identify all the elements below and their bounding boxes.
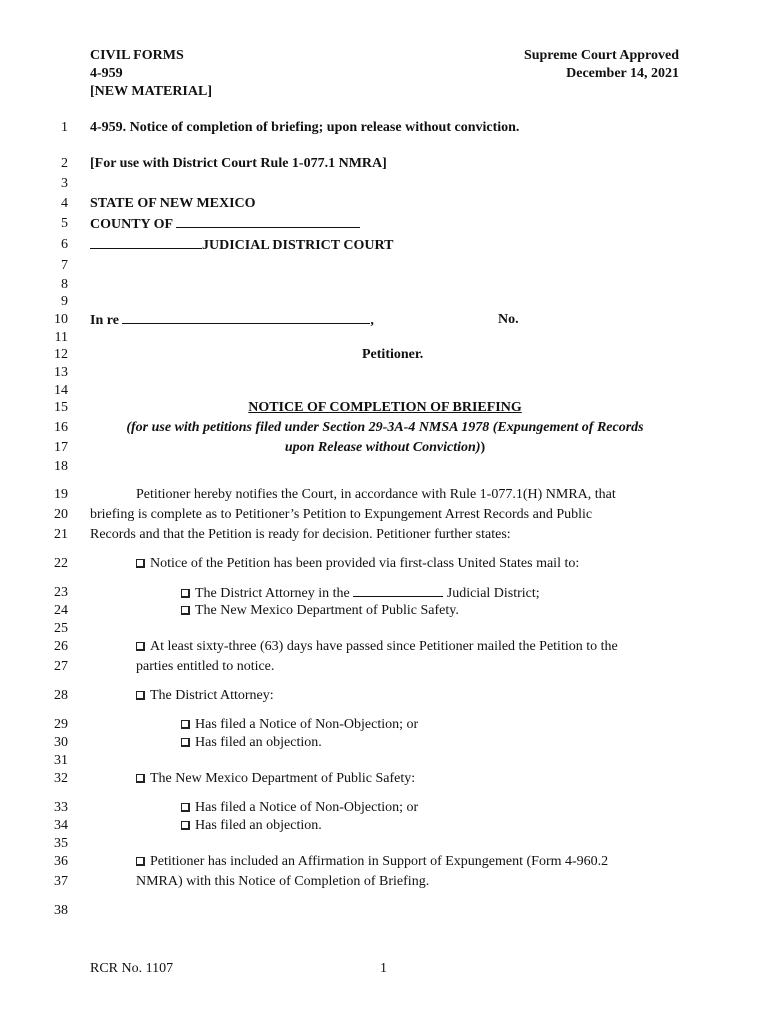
body-line-1: Petitioner hereby notifies the Court, in accordance with Rule 1-077.1(H) NMRA, that xyxy=(136,487,616,502)
checkbox-icon[interactable] xyxy=(181,738,190,747)
notice-subtitle-line-2: upon Release without Conviction)) xyxy=(284,440,486,455)
line-number: 1 xyxy=(61,120,68,135)
notice-provided-item[interactable]: Notice of the Petition has been provided via first-class United States mail to: xyxy=(136,555,579,573)
header-approval: Supreme Court Approved xyxy=(523,48,679,63)
line-number: 21 xyxy=(54,527,68,542)
line-number: 29 xyxy=(54,717,68,732)
line-number: 10 xyxy=(54,312,68,327)
da-nonobjection-item[interactable]: Has filed a Notice of Non-Objection; or xyxy=(181,716,418,734)
line-number: 35 xyxy=(54,836,68,851)
line-number: 22 xyxy=(54,556,68,571)
line-number: 25 xyxy=(54,621,68,636)
county-caption xyxy=(90,215,360,234)
line-number: 3 xyxy=(61,176,68,191)
line-number: 26 xyxy=(54,639,68,654)
rule-use-note: [For use with District Court Rule 1-077.1 NMRA] xyxy=(90,156,387,171)
checkbox-icon[interactable] xyxy=(136,857,145,866)
checkbox-icon[interactable] xyxy=(136,774,145,783)
affirmation-item-line-2: NMRA) with this Notice of Completion of Briefing. xyxy=(136,874,430,889)
judicial-district-blank[interactable] xyxy=(353,584,443,597)
checkbox-icon[interactable] xyxy=(136,559,145,568)
line-number: 20 xyxy=(54,507,68,522)
district-attorney-heading-item[interactable]: The District Attorney: xyxy=(136,687,274,705)
line-number: 8 xyxy=(61,277,68,292)
line-number: 15 xyxy=(54,400,68,415)
case-number-label: No. xyxy=(498,312,519,327)
line-number: 24 xyxy=(54,603,68,618)
line-number: 23 xyxy=(54,585,68,600)
notice-heading: NOTICE OF COMPLETION OF BRIEFING xyxy=(248,400,522,415)
dps-heading-item[interactable]: The New Mexico Department of Public Safety: xyxy=(136,770,415,788)
form-title: 4-959. Notice of completion of briefing; upon release without conviction. xyxy=(90,120,520,135)
line-number: 36 xyxy=(54,854,68,869)
body-line-3: Records and that the Petition is ready for decision. Petitioner further states: xyxy=(90,527,511,542)
line-number: 33 xyxy=(54,800,68,815)
court-label: JUDICIAL DISTRICT COURT xyxy=(202,238,394,253)
checkbox-icon[interactable] xyxy=(181,606,190,615)
line-number: 37 xyxy=(54,874,68,889)
checkbox-icon[interactable] xyxy=(181,821,190,830)
body-line-2: briefing is complete as to Petitioner’s Petition to Expungement Arrest Records and Public xyxy=(90,507,593,522)
line-number: 12 xyxy=(54,347,68,362)
line-number: 17 xyxy=(54,440,68,455)
checkbox-icon[interactable] xyxy=(181,720,190,729)
in-re-label: In re xyxy=(90,313,119,328)
line-number: 9 xyxy=(61,294,68,309)
line-number: 31 xyxy=(54,753,68,768)
line-number: 14 xyxy=(54,383,68,398)
header-form-number: 4-959 xyxy=(90,66,123,81)
district-attorney-notice-item[interactable]: The District Attorney in the Judicial District; xyxy=(181,584,540,603)
line-number: 11 xyxy=(54,330,68,345)
header-form-series: CIVIL FORMS xyxy=(90,48,184,63)
line-number: 2 xyxy=(61,156,68,171)
court-caption xyxy=(90,236,393,255)
da-objection-item[interactable]: Has filed an objection. xyxy=(181,734,322,752)
petitioner-label: Petitioner. xyxy=(362,347,424,362)
line-number: 30 xyxy=(54,735,68,750)
affirmation-item[interactable]: Petitioner has included an Affirmation in Support of Expungement (Form 4-960.2 xyxy=(136,853,608,871)
line-number: 19 xyxy=(54,487,68,502)
dps-objection-item[interactable]: Has filed an objection. xyxy=(181,817,322,835)
line-number: 7 xyxy=(61,258,68,273)
line-number: 18 xyxy=(54,459,68,474)
line-number: 5 xyxy=(61,216,68,231)
state-caption: STATE OF NEW MEXICO xyxy=(90,196,256,211)
checkbox-icon[interactable] xyxy=(181,589,190,598)
line-number: 16 xyxy=(54,420,68,435)
line-number: 4 xyxy=(61,196,68,211)
in-re-comma: , xyxy=(370,313,374,328)
in-re-line xyxy=(90,311,374,330)
line-number: 38 xyxy=(54,903,68,918)
district-blank[interactable] xyxy=(90,236,202,249)
checkbox-icon[interactable] xyxy=(136,642,145,651)
checkbox-icon[interactable] xyxy=(181,803,190,812)
county-label: COUNTY OF xyxy=(90,217,173,232)
line-number: 13 xyxy=(54,365,68,380)
petitioner-name-blank[interactable] xyxy=(122,311,370,324)
line-number: 28 xyxy=(54,688,68,703)
dps-notice-item[interactable]: The New Mexico Department of Public Safety. xyxy=(181,602,459,620)
footer-rcr-number: RCR No. 1107 xyxy=(90,961,174,976)
line-number: 6 xyxy=(61,237,68,252)
dps-nonobjection-item[interactable]: Has filed a Notice of Non-Objection; or xyxy=(181,799,418,817)
line-number: 34 xyxy=(54,818,68,833)
footer-page-number: 1 xyxy=(380,961,387,976)
line-number: 32 xyxy=(54,771,68,786)
days-passed-item-line-2: parties entitled to notice. xyxy=(136,659,275,674)
header-approval-date: December 14, 2021 xyxy=(566,66,679,81)
header-material-tag: [NEW MATERIAL] xyxy=(90,84,212,99)
county-blank[interactable] xyxy=(176,215,360,228)
notice-subtitle-line-1: (for use with petitions filed under Section 29-3A-4 NMSA 1978 (Expungement of Records xyxy=(126,420,644,435)
checkbox-icon[interactable] xyxy=(136,691,145,700)
line-number: 27 xyxy=(54,659,68,674)
days-passed-item[interactable]: At least sixty-three (63) days have passed since Petitioner mailed the Petition to the xyxy=(136,638,618,656)
